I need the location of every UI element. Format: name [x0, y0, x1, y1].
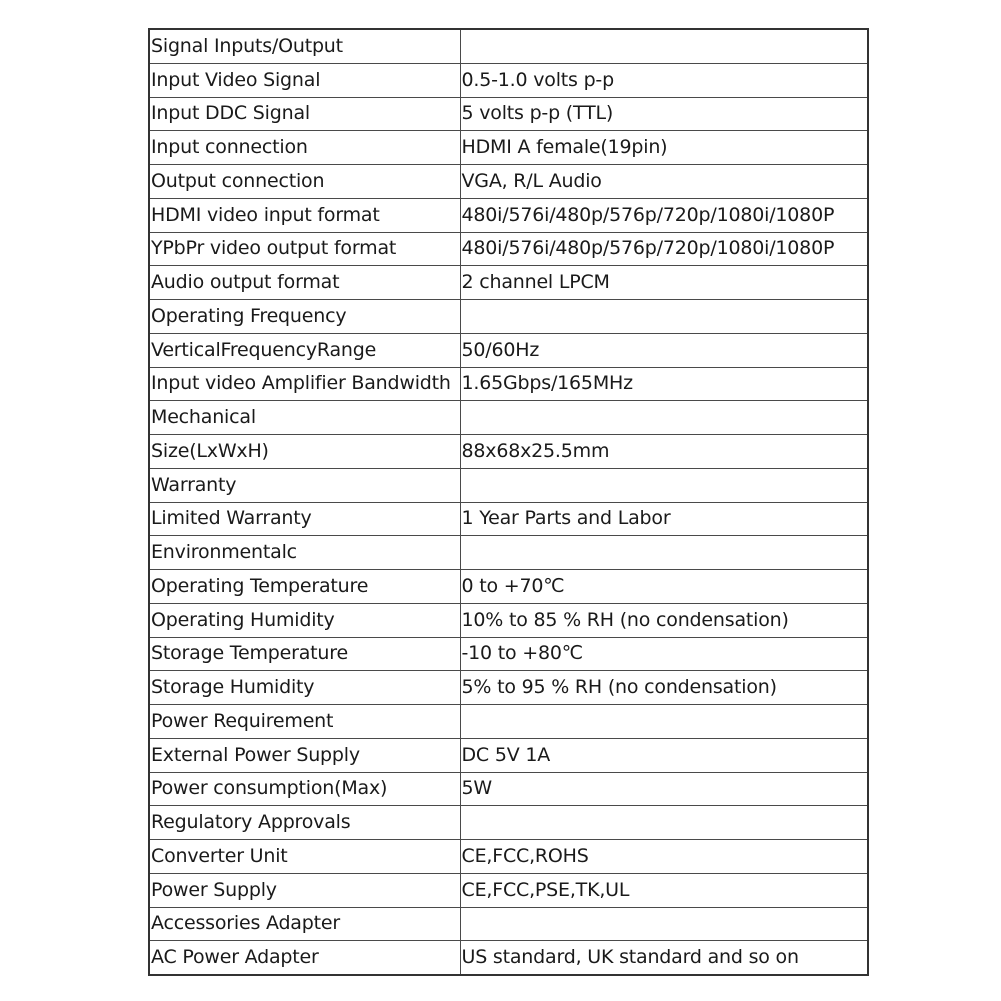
spec-label-cell: Operating Temperature — [149, 570, 460, 604]
table-row — [149, 536, 868, 570]
table-row — [149, 907, 868, 941]
spec-value-cell: CE,FCC,ROHS — [460, 840, 868, 874]
table-row — [149, 840, 868, 874]
spec-value-cell: HDMI A female(19pin) — [460, 131, 868, 165]
spec-label-cell: Input connection — [149, 131, 460, 165]
table-row — [149, 198, 868, 232]
table-row — [149, 401, 868, 435]
spec-label-cell: Output connection — [149, 165, 460, 199]
spec-label-cell: Warranty — [149, 468, 460, 502]
spec-table — [148, 28, 869, 976]
spec-value-cell: 5 volts p-p (TTL) — [460, 97, 868, 131]
table-row — [149, 266, 868, 300]
table-row — [149, 333, 868, 367]
table-row — [149, 570, 868, 604]
spec-label-cell: Power consumption(Max) — [149, 772, 460, 806]
spec-label-cell: External Power Supply — [149, 738, 460, 772]
table-row — [149, 232, 868, 266]
table-row — [149, 705, 868, 739]
spec-value-cell: -10 to +80℃ — [460, 637, 868, 671]
spec-value-cell: 1.65Gbps/165MHz — [460, 367, 868, 401]
spec-label-cell: Input Video Signal — [149, 63, 460, 97]
table-row — [149, 131, 868, 165]
spec-label-cell: Input video Amplifier Bandwidth — [149, 367, 460, 401]
spec-label-cell: Storage Humidity — [149, 671, 460, 705]
table-row — [149, 97, 868, 131]
spec-value-cell: 5W — [460, 772, 868, 806]
spec-value-cell — [460, 705, 868, 739]
spec-label-cell: Accessories Adapter — [149, 907, 460, 941]
spec-value-cell — [460, 907, 868, 941]
spec-value-cell: 2 channel LPCM — [460, 266, 868, 300]
spec-label-cell: Mechanical — [149, 401, 460, 435]
spec-value-cell: 0.5-1.0 volts p-p — [460, 63, 868, 97]
spec-label-cell: VerticalFrequencyRange — [149, 333, 460, 367]
spec-value-cell — [460, 536, 868, 570]
table-row — [149, 772, 868, 806]
spec-value-cell: 480i/576i/480p/576p/720p/1080i/1080P — [460, 198, 868, 232]
spec-value-cell: DC 5V 1A — [460, 738, 868, 772]
spec-value-cell: 5% to 95 % RH (no condensation) — [460, 671, 868, 705]
table-row — [149, 873, 868, 907]
spec-value-cell — [460, 29, 868, 63]
spec-value-cell: US standard, UK standard and so on — [460, 941, 868, 975]
table-row — [149, 671, 868, 705]
spec-label-cell: Input DDC Signal — [149, 97, 460, 131]
table-row — [149, 435, 868, 469]
spec-value-cell — [460, 401, 868, 435]
spec-label-cell: HDMI video input format — [149, 198, 460, 232]
table-row — [149, 468, 868, 502]
spec-label-cell: Converter Unit — [149, 840, 460, 874]
spec-value-cell: 1 Year Parts and Labor — [460, 502, 868, 536]
table-row — [149, 637, 868, 671]
spec-value-cell — [460, 300, 868, 334]
table-row — [149, 165, 868, 199]
table-row — [149, 502, 868, 536]
table-row — [149, 29, 868, 63]
spec-value-cell: 10% to 85 % RH (no condensation) — [460, 603, 868, 637]
spec-value-cell — [460, 468, 868, 502]
spec-label-cell: Operating Frequency — [149, 300, 460, 334]
spec-label-cell: YPbPr video output format — [149, 232, 460, 266]
spec-table-body — [149, 29, 868, 975]
spec-label-cell: Limited Warranty — [149, 502, 460, 536]
table-row — [149, 63, 868, 97]
spec-label-cell: Power Supply — [149, 873, 460, 907]
spec-value-cell: 480i/576i/480p/576p/720p/1080i/1080P — [460, 232, 868, 266]
spec-value-cell: VGA, R/L Audio — [460, 165, 868, 199]
spec-label-cell: AC Power Adapter — [149, 941, 460, 975]
spec-label-cell: Power Requirement — [149, 705, 460, 739]
spec-label-cell: Operating Humidity — [149, 603, 460, 637]
spec-label-cell: Environmentalc — [149, 536, 460, 570]
spec-value-cell — [460, 806, 868, 840]
table-row — [149, 300, 868, 334]
spec-value-cell: CE,FCC,PSE,TK,UL — [460, 873, 868, 907]
spec-label-cell: Audio output format — [149, 266, 460, 300]
table-row — [149, 806, 868, 840]
spec-value-cell: 88x68x25.5mm — [460, 435, 868, 469]
spec-value-cell: 0 to +70℃ — [460, 570, 868, 604]
table-row — [149, 941, 868, 975]
spec-label-cell: Regulatory Approvals — [149, 806, 460, 840]
table-row — [149, 367, 868, 401]
spec-label-cell: Storage Temperature — [149, 637, 460, 671]
spec-label-cell: Size(LxWxH) — [149, 435, 460, 469]
spec-label-cell: Signal Inputs/Output — [149, 29, 460, 63]
spec-value-cell: 50/60Hz — [460, 333, 868, 367]
table-row — [149, 603, 868, 637]
table-row — [149, 738, 868, 772]
